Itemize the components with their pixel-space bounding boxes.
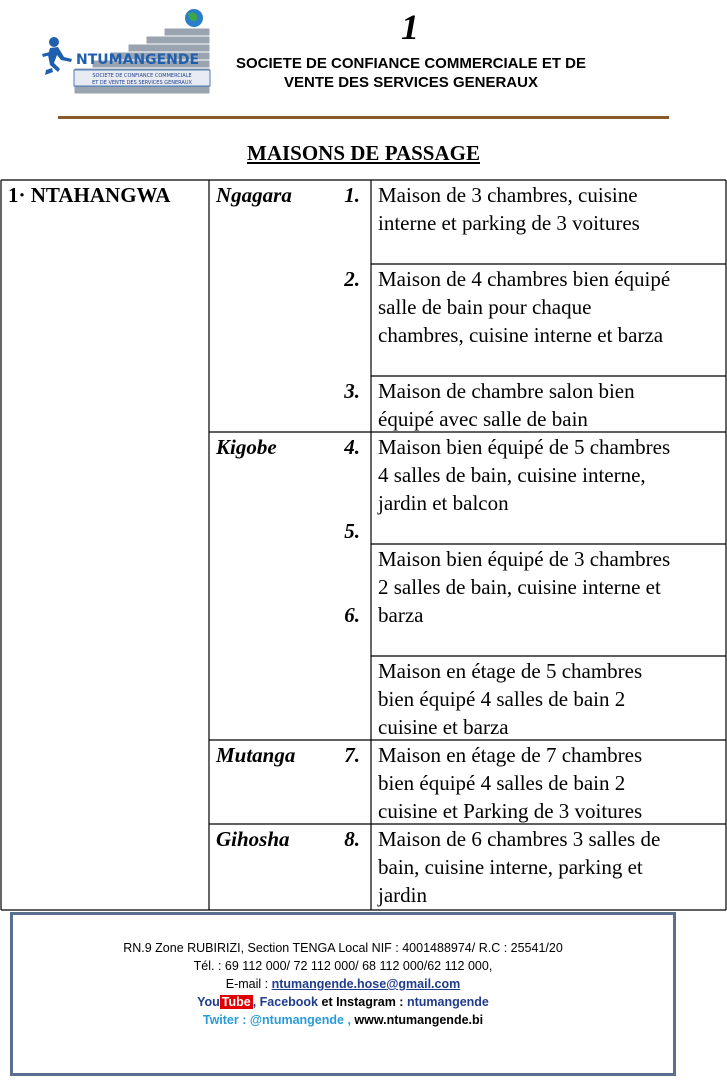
quarter-kigobe: Kigobe bbox=[216, 435, 277, 459]
description-line: cuisine et Parking de 3 voitures bbox=[378, 799, 643, 823]
description-line: cuisine et barza bbox=[378, 715, 509, 739]
facebook-text: , Facebook bbox=[252, 995, 319, 1009]
description-line: Maison bien équipé de 3 chambres bbox=[378, 547, 671, 571]
listing-number: 4. bbox=[344, 435, 360, 459]
email-label: E-mail : bbox=[225, 977, 272, 991]
description-line: barza bbox=[378, 603, 424, 627]
description-line: Maison de chambre salon bien bbox=[378, 379, 635, 403]
description-line: Maison de 4 chambres bien équipé bbox=[378, 267, 671, 291]
description-line: 4 salles de bain, cuisine interne, bbox=[378, 463, 646, 487]
description-line: salle de bain pour chaque bbox=[378, 295, 592, 319]
logo-tagline-2: ET DE VENTE DES SERVICES GENERAUX bbox=[92, 80, 192, 86]
company-name-line-2: VENTE DES SERVICES GENERAUX bbox=[284, 74, 538, 91]
description-line: chambres, cuisine interne et barza bbox=[378, 323, 664, 347]
listing-number: 2. bbox=[344, 267, 360, 291]
listing-description bbox=[378, 657, 642, 741]
logo-tagline-1: SOCIETE DE CONFIANCE COMMERCIALE bbox=[92, 73, 192, 79]
description-line: Maison de 6 chambres 3 salles de bbox=[378, 827, 661, 851]
description-line: 2 salles de bain, cuisine interne et bbox=[378, 575, 661, 599]
youtube-tube-badge: Tube bbox=[221, 995, 251, 1009]
youtube-you-text: You bbox=[197, 995, 220, 1009]
footer-address: RN.9 Zone RUBIRIZI, Section TENGA Local NIF : 4001488974/ R.C : 25541/20 bbox=[123, 941, 563, 955]
listing-description bbox=[378, 377, 635, 433]
website-link[interactable]: www.ntumangende.bi bbox=[354, 1013, 484, 1027]
footer-email-line bbox=[13, 975, 673, 993]
description-line: équipé avec salle de bain bbox=[378, 407, 588, 431]
description-line: Maison bien équipé de 5 chambres bbox=[378, 435, 671, 459]
listing-number: 5. bbox=[344, 519, 360, 543]
company-name-line-1: SOCIETE DE CONFIANCE COMMERCIALE ET DE bbox=[235, 55, 587, 72]
description-line: bien équipé 4 salles de bain 2 bbox=[378, 687, 626, 711]
document-title: MAISONS DE PASSAGE bbox=[247, 141, 480, 165]
section-label: 1· NTAHANGWA bbox=[8, 183, 171, 207]
listing-description bbox=[378, 433, 670, 517]
listing-number: 7. bbox=[344, 743, 360, 767]
description-line: Maison en étage de 7 chambres bbox=[378, 743, 643, 767]
footer-phones: Tél. : 69 112 000/ 72 112 000/ 68 112 000/62 112 000, bbox=[193, 959, 493, 973]
footer-social-line bbox=[13, 993, 673, 1011]
footer-web-line bbox=[13, 1011, 673, 1029]
listing-description bbox=[378, 545, 670, 629]
logo-name: NTUMANGENDE bbox=[76, 52, 200, 68]
listing-number: 1. bbox=[344, 183, 360, 207]
quarter-mutanga: Mutanga bbox=[216, 743, 296, 767]
page-number: 1 bbox=[401, 7, 419, 47]
listing-number: 6. bbox=[344, 603, 360, 627]
footer-contact-box bbox=[10, 912, 676, 1076]
listing-number: 8. bbox=[344, 827, 360, 851]
description-line: Maison en étage de 5 chambres bbox=[378, 659, 643, 683]
social-handle: ntumangende bbox=[406, 995, 489, 1009]
instagram-text: et Instagram : bbox=[318, 995, 407, 1009]
description-line: bain, cuisine interne, parking et bbox=[378, 855, 643, 879]
description-line: jardin et balcon bbox=[378, 491, 509, 515]
listing-description bbox=[378, 181, 640, 237]
twitter-handle: Twiter : @ntumangende , bbox=[202, 1013, 355, 1027]
description-line: bien équipé 4 salles de bain 2 bbox=[378, 771, 626, 795]
description-line: Maison de 3 chambres, cuisine bbox=[378, 183, 638, 207]
email-link[interactable]: ntumangende.hose@gmail.com bbox=[271, 977, 461, 991]
listing-description bbox=[378, 265, 670, 349]
listing-description bbox=[378, 741, 642, 825]
description-line: jardin bbox=[378, 883, 427, 907]
listing-number: 3. bbox=[344, 379, 360, 403]
quarter-ngagara: Ngagara bbox=[216, 183, 292, 207]
quarter-gihosha: Gihosha bbox=[216, 827, 290, 851]
listing-description bbox=[378, 825, 660, 909]
description-line: interne et parking de 3 voitures bbox=[378, 211, 640, 235]
